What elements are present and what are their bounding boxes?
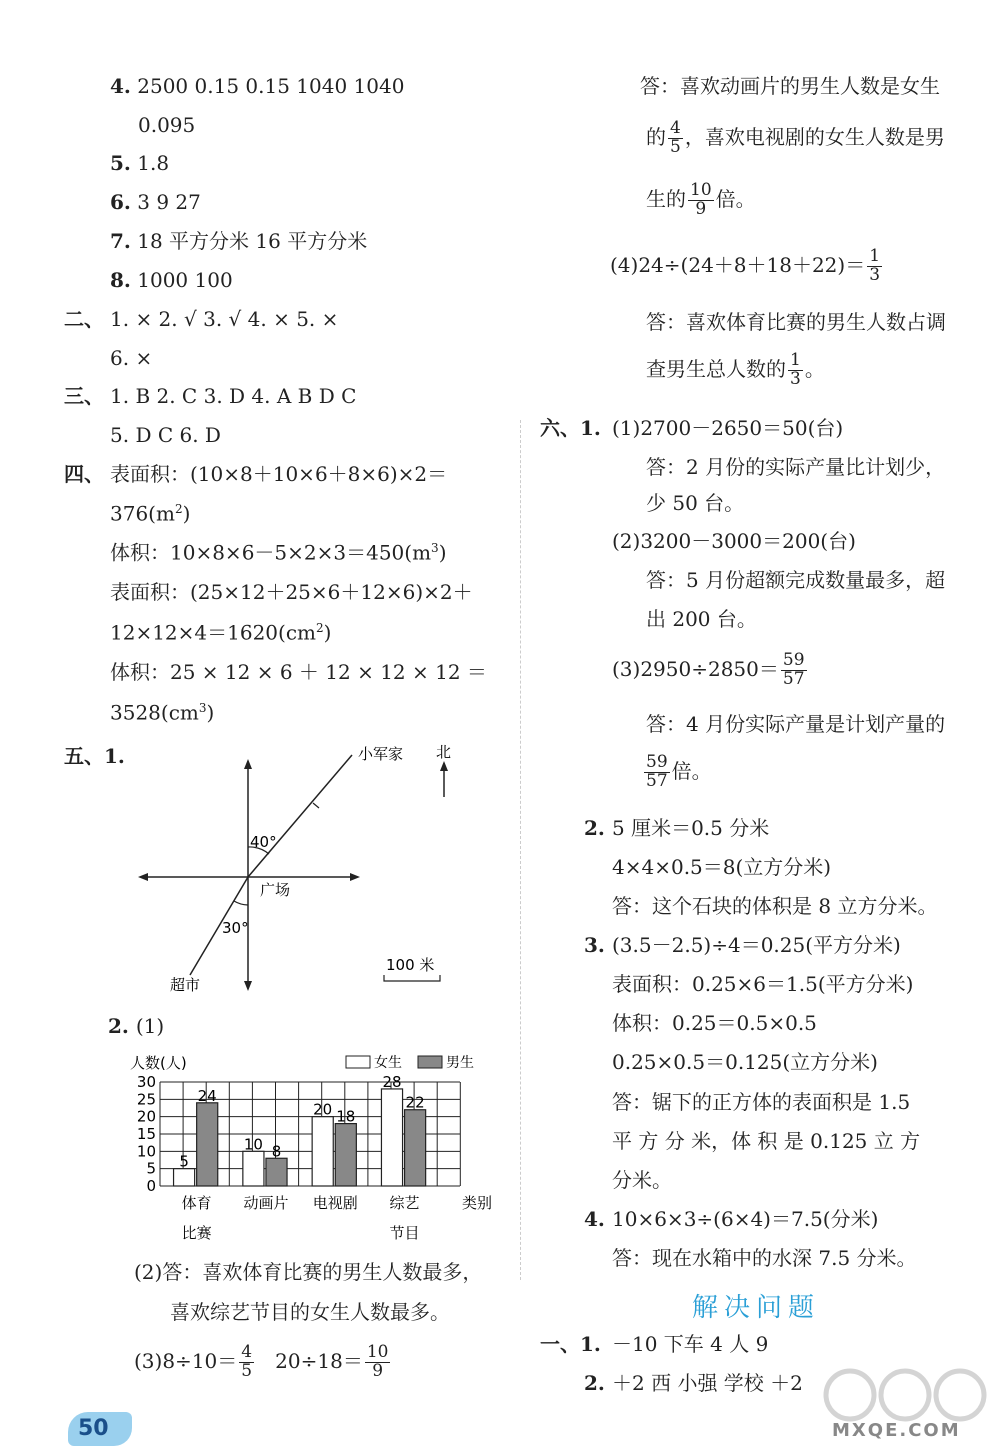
answer-r19: (3.5－2.5)÷4＝0.25(平方分米)	[612, 933, 901, 957]
y-tick-label: 25	[136, 1090, 156, 1109]
answer-r7: (1)2700－2650＝50(台)	[612, 416, 844, 440]
section-4-line3: 体积：$10\times 8\times 6-5\times 2\times 3=450(m^3)$	[110, 540, 447, 565]
answer-r16: 5 厘米＝0.5 分米	[612, 816, 770, 840]
y-tick-label: 10	[136, 1142, 156, 1161]
answer-r22: 0.25×0.5＝0.125(立方分米)	[612, 1050, 878, 1074]
bar-female	[243, 1151, 264, 1186]
answer-r18: 答：这个石块的体积是 8 立方分米。	[612, 894, 938, 918]
y-tick-label: 5	[146, 1159, 156, 1178]
answer-4-cont: 0.095	[138, 113, 196, 137]
answer-2-2-line1: (2)答：喜欢体育比赛的男生人数最多，	[134, 1260, 483, 1284]
market-label: 超市	[170, 976, 201, 994]
square-label: 广场	[260, 881, 291, 899]
ew-arrow-right	[350, 873, 360, 881]
answer-2-3: (3)8÷10＝ $\frac{4}{5}$ 20÷18＝ $\frac{10}{9}$	[134, 1342, 389, 1381]
bar-female	[381, 1089, 402, 1186]
answer-r9: 少 50 台。	[646, 491, 745, 515]
solve-2-num: 2.	[584, 1371, 605, 1395]
section-title: 解决问题	[692, 1293, 821, 1323]
solve-2-answer: ＋2 西 小强 学校 ＋2	[612, 1371, 803, 1395]
x-tick-label: 动画片	[243, 1194, 289, 1212]
north-arrowhead	[440, 761, 448, 771]
section-6-label: 六、1.	[540, 416, 601, 440]
watermark-text: MXQE.COM	[832, 1420, 961, 1441]
column-divider	[520, 420, 521, 1280]
tick-mark	[313, 803, 319, 808]
bar-female-value: 5	[179, 1152, 189, 1171]
question-6-4-num: 4.	[584, 1207, 605, 1231]
section-4-line7: $3528(cm^3)$	[110, 700, 215, 725]
legend-female-label: 女生	[374, 1055, 402, 1071]
ns-arrow-up	[244, 759, 252, 769]
bar-male-value: 18	[336, 1107, 356, 1126]
y-tick-label: 15	[136, 1125, 156, 1143]
north-label: 北	[436, 743, 452, 761]
section-4-label: 四、	[64, 462, 104, 486]
answer-r13: (3)2950÷2850＝ $\frac{59}{57}$	[612, 650, 805, 689]
answer-r21: 体积：0.25＝0.5×0.5	[612, 1011, 817, 1035]
x-tick-label: 体育	[181, 1194, 212, 1212]
x-tick-label-line2: 比赛	[181, 1224, 212, 1242]
bar-male	[266, 1158, 287, 1186]
answer-r11: 答：5 月份超额完成数量最多，超	[646, 568, 946, 592]
answer-r8: 答：2 月份的实际产量比计划少，	[646, 455, 946, 479]
bar-male	[197, 1103, 218, 1186]
legend-male-label: 男生	[446, 1055, 474, 1071]
answer-2-2-line2: 喜欢综艺节目的女生人数最多。	[170, 1300, 450, 1324]
answer-7: 7. 18 平方分米 16 平方分米	[110, 229, 368, 253]
bar-female-value: 28	[382, 1072, 402, 1091]
section-4-line5: $12\times 12\times 4=1620(cm^2)$	[110, 620, 332, 645]
answer-r5: 答：喜欢体育比赛的男生人数占调	[646, 310, 946, 334]
page-number: 50	[78, 1416, 109, 1441]
section-4-line4: 表面积：(25×12＋25×6＋12×6)×2＋	[110, 580, 473, 604]
angle-arc-30	[234, 901, 248, 905]
bar-female-value: 10	[243, 1135, 263, 1154]
ns-arrow-down	[244, 981, 252, 991]
bar-female-value: 20	[313, 1100, 333, 1119]
y-tick-label: 30	[136, 1073, 156, 1091]
question-6-2-num: 2.	[584, 816, 605, 840]
section-5-label: 五、1.	[64, 744, 125, 768]
bar-male	[405, 1110, 426, 1186]
section-2-label: 二、	[64, 307, 104, 331]
scale-label: 100 米	[386, 956, 435, 974]
ew-arrow-left	[138, 873, 148, 881]
bar-male-value: 8	[271, 1142, 282, 1161]
answer-r10: (2)3200－3000＝200(台)	[612, 529, 856, 553]
section-3-label: 三、	[64, 384, 104, 408]
x-tick-label: 综艺	[389, 1194, 420, 1212]
angle-30-label: 30°	[222, 919, 249, 937]
answer-r24: 平 方 分 米，体 积 是 0.125 立 方	[612, 1129, 921, 1153]
bar-male-value: 22	[405, 1093, 425, 1112]
section-3-row2: 5. D C 6. D	[110, 423, 221, 447]
question-2-label: 2. (1)	[108, 1014, 165, 1038]
section-2-row2: 6. ×	[110, 346, 153, 370]
bar-female	[312, 1117, 333, 1186]
home-label: 小军家	[358, 745, 404, 763]
legend-female-swatch	[346, 1056, 370, 1068]
answer-6: 6. 3 9 27	[110, 190, 201, 214]
scale-bar	[384, 975, 440, 981]
answer-8: 8. 1000 100	[110, 268, 233, 292]
answer-r23: 答：锯下的正方体的表面积是 1.5	[612, 1090, 911, 1114]
direction-map	[130, 735, 470, 1000]
bar-male-value: 24	[197, 1086, 217, 1105]
solve-1-label: 一、1.	[540, 1332, 601, 1356]
answer-r17: 4×4×0.5＝8(立方分米)	[612, 855, 832, 879]
answer-r20: 表面积：0.25×6＝1.5(平方分米)	[612, 972, 914, 996]
answer-r14: 答：4 月份实际产量是计划产量的	[646, 712, 946, 736]
answer-r12: 出 200 台。	[646, 607, 757, 631]
x-tick-label: 电视剧	[312, 1194, 358, 1212]
bar-male	[335, 1124, 356, 1186]
answer-r15: $\frac{59}{57}$ 倍。	[646, 752, 712, 791]
answer-r3: 生的 $\frac{10}{9}$ 倍。	[646, 180, 756, 219]
chart-ylabel: 人数(人)	[130, 1054, 187, 1072]
answer-r2: 的 $\frac{4}{5}$ ，喜欢电视剧的女生人数是男	[646, 118, 945, 157]
question-6-3-num: 3.	[584, 933, 605, 957]
answer-5: 5. 1.8	[110, 151, 170, 175]
section-4-line6: 体积：25 × 12 × 6 ＋ 12 × 12 × 12 ＝	[110, 660, 487, 684]
bar-chart	[128, 1046, 508, 1246]
section-2-row1: 1. × 2. √ 3. √ 4. × 5. ×	[110, 307, 339, 331]
answer-r1: 答：喜欢动画片的男生人数是女生	[640, 74, 940, 98]
x-tick-label-line2: 节目	[389, 1224, 420, 1242]
section-4-line1: 表面积：(10×8＋10×6＋8×6)×2＝	[110, 462, 448, 486]
solve-1-answer: －10 下车 4 人 9	[612, 1332, 769, 1356]
angle-40-label: 40°	[250, 833, 277, 851]
answer-r27: 答：现在水箱中的水深 7.5 分米。	[612, 1246, 917, 1270]
answer-r26: 10×6×3÷(6×4)＝7.5(分米)	[612, 1207, 879, 1231]
section-4-line2: $376(m^2)$	[110, 501, 191, 526]
legend-male-swatch	[418, 1056, 442, 1068]
bar-female	[174, 1169, 195, 1186]
answer-r25: 分米。	[612, 1168, 672, 1192]
answer-r4: (4)24÷(24＋8＋18＋22)＝ $\frac{1}{3}$	[610, 246, 881, 285]
section-3-row1: 1. B 2. C 3. D 4. A B D C	[110, 384, 357, 408]
line-to-home	[248, 755, 352, 877]
answer-4: 4. 2500 0.15 0.15 1040 1040	[110, 74, 405, 98]
chart-xlabel: 类别	[462, 1194, 493, 1212]
y-tick-label: 20	[136, 1107, 156, 1126]
y-tick-label: 0	[146, 1177, 156, 1195]
answer-r6: 查男生总人数的 $\frac{1}{3}$ 。	[646, 350, 825, 389]
